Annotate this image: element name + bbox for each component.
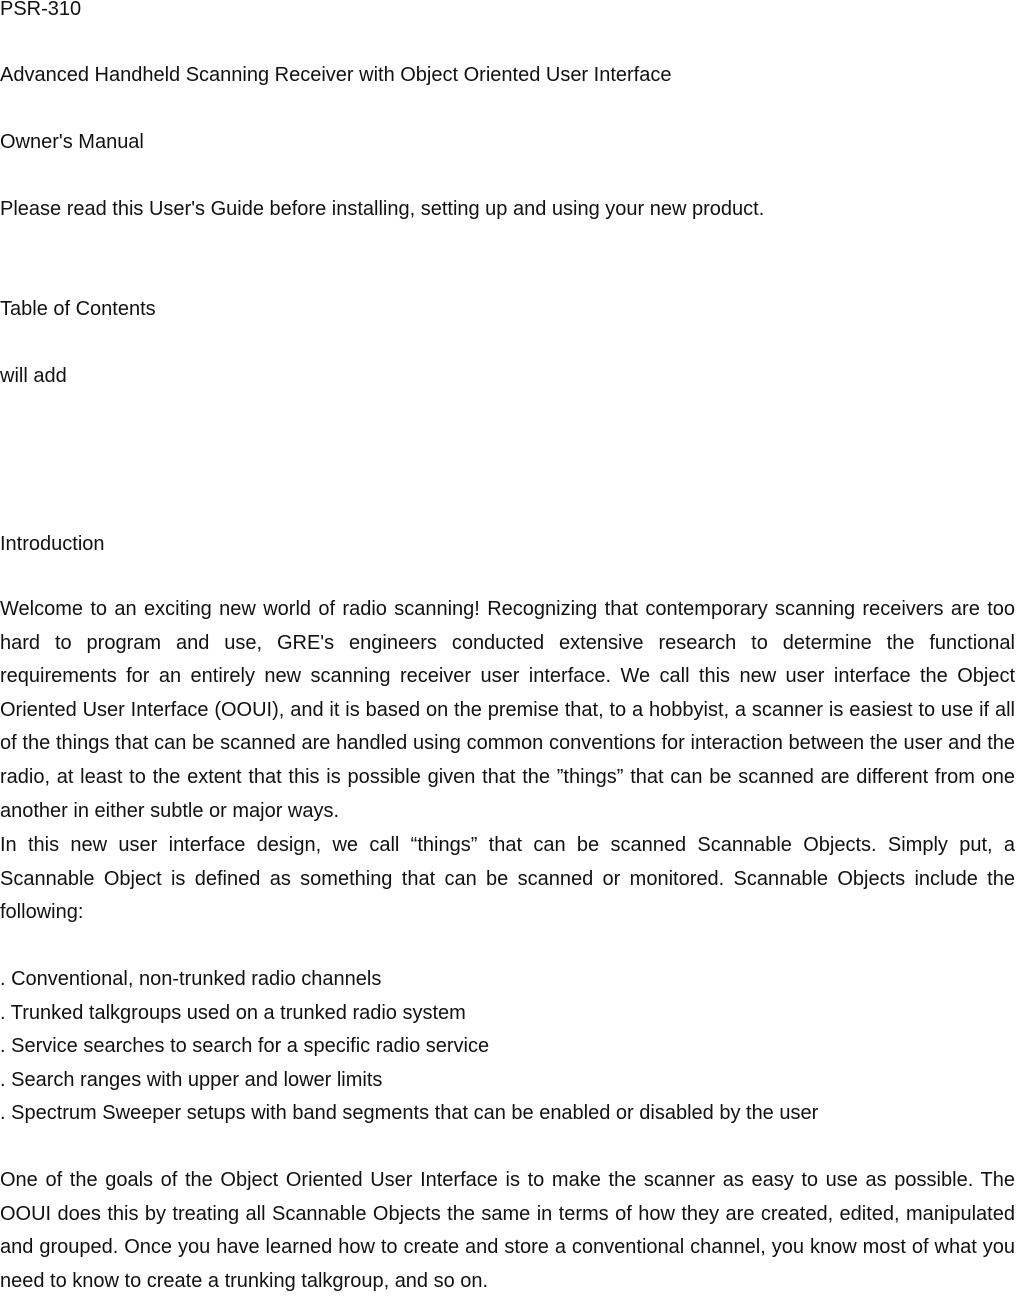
list-item: . Trunked talkgroups used on a trunked radio system: [0, 1001, 466, 1024]
intro-heading: Introduction: [0, 533, 105, 555]
model-title: PSR-310: [0, 0, 82, 20]
list-item: . Conventional, non-trunked radio channels: [0, 968, 382, 990]
list-item: . Service searches to search for a specific radio service: [0, 1035, 490, 1058]
product-subtitle: Advanced Handheld Scanning Receiver with Object Oriented User Interface: [0, 64, 672, 86]
read-notice: Please read this User's Guide before installing, setting up and using your new product.: [0, 198, 765, 220]
manual-type: Owner's Manual: [0, 131, 144, 153]
toc-placeholder: will add: [0, 365, 67, 387]
intro-paragraph-1: Welcome to an exciting new world of radio scanning! Recognizing that contemporary scanning receivers are too hard to program and use, GRE's engineers conducted extensive research to determine the functional requirements for an entirely new scanning receiver user interface. We call this new user interface the Object Oriented User Interface (OOUI), and it is based on the premise that, to a hobbyist, a scanner is easiest to use if all of the things that can be scanned are handled using common conventions for interaction between the user and the radio, at least to the extent that this is possible given that the ”things” that can be scanned are different from one another in either subtle or major ways.: [0, 598, 1015, 822]
list-item: . Search ranges with upper and lower limits: [0, 1068, 383, 1091]
intro-paragraph-2: In this new user interface design, we call “things” that can be scanned Scannable Objects. Simply put, a Scannable Object is defined as something that can be scanned or monitored. Scannable Objects include the following:: [0, 834, 1015, 924]
goals-paragraph: One of the goals of the Object Oriented User Interface is to make the scanner as easy to use as possible. The OOUI does this by treating all Scannable Objects the same in terms of how they are created, edited, manipulated and grouped. Once you have learned how to create and store a conventional channel, you know most of what you need to know to create a trunking talkgroup, and so on.: [0, 1169, 1015, 1292]
list-item: . Spectrum Sweeper setups with band segments that can be enabled or disabled by the user: [0, 1102, 819, 1125]
scannable-objects-list: [0, 963, 818, 1131]
toc-heading: Table of Contents: [0, 298, 156, 320]
